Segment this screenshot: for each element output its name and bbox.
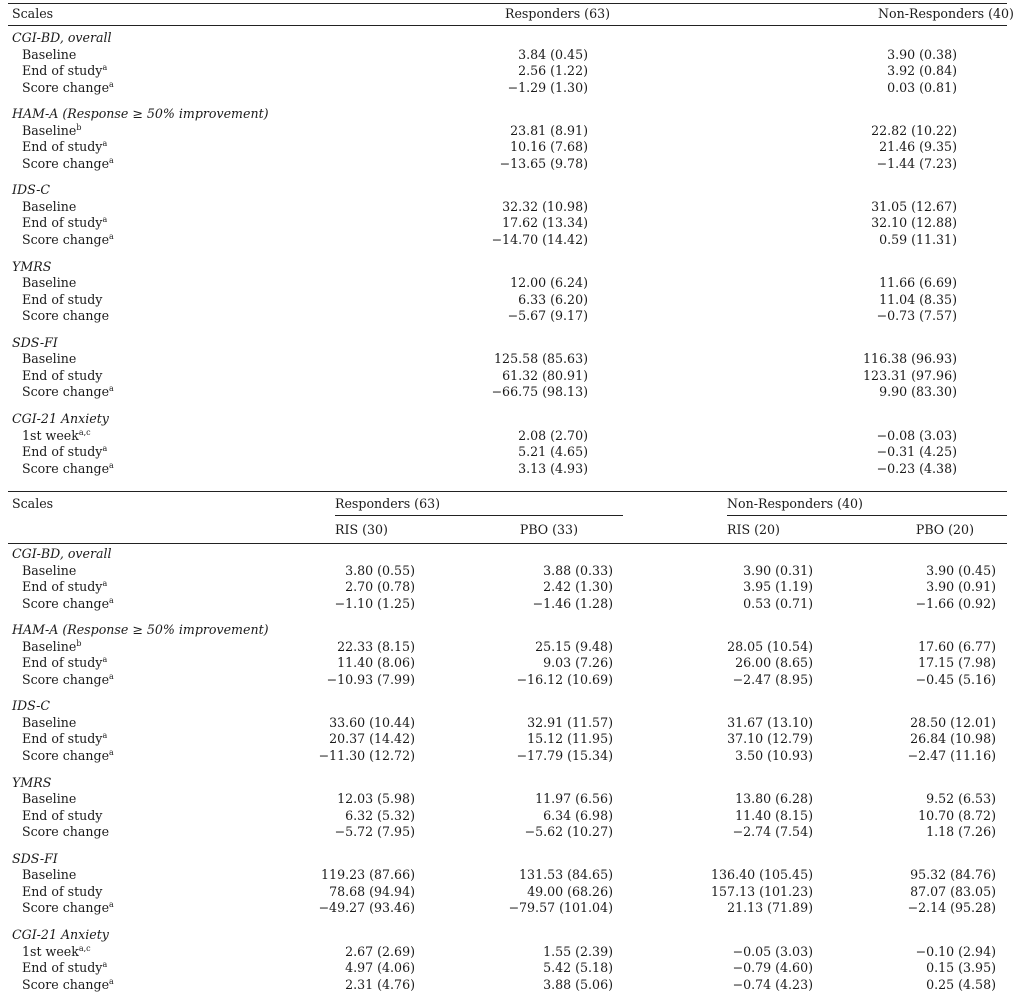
footnote-marker: a [109, 900, 114, 910]
nonresponders-value: −0.73 (7.57) [876, 308, 957, 324]
pbo-nonresponders-value: 0.15 (3.95) [926, 960, 996, 975]
nonresponders-value: −1.44 (7.23) [876, 155, 957, 171]
pbo-responders-value: −17.79 (15.34) [516, 747, 613, 763]
footnote-marker: a [109, 231, 114, 241]
section-title: CGI-BD, overall [12, 30, 112, 45]
row-label [22, 369, 102, 383]
responders-value: 5.21 (4.65) [518, 444, 588, 459]
nonresponders-value: 0.03 (0.81) [887, 79, 957, 95]
row-label [22, 978, 114, 992]
ris-responders-value: 33.60 (10.44) [329, 714, 415, 730]
pbo-responders-value: 5.42 (5.18) [543, 960, 613, 975]
row-label-text: Score change [22, 747, 110, 763]
pbo-responders-value: 11.97 (6.56) [535, 791, 613, 807]
section-title: IDS-C [12, 698, 51, 714]
ris-nonresponders-value: −2.74 (7.54) [732, 824, 813, 840]
pbo-responders-value: 1.55 (2.39) [543, 943, 613, 959]
row-label [22, 293, 102, 307]
nonresponders-value: 116.38 (96.93) [863, 351, 957, 367]
row-label [22, 276, 76, 290]
pbo-responders-value: 6.34 (6.98) [543, 807, 613, 823]
header-scales: Scales [12, 496, 54, 511]
row-label-text: Score change [22, 79, 110, 95]
row-label [22, 462, 114, 476]
pbo-nonresponders-value: 87.07 (83.05) [910, 883, 996, 899]
ris-responders-value: −1.10 (1.25) [334, 595, 415, 611]
row-label [22, 868, 76, 882]
pbo-nonresponders-value: 0.25 (4.58) [926, 976, 996, 992]
pbo-nonresponders-value: −0.10 (2.94) [915, 943, 996, 959]
ris-responders-value: 2.31 (4.76) [345, 976, 415, 992]
nonresponders-value: 123.31 (97.96) [863, 367, 957, 383]
footnote-marker: a [102, 62, 108, 72]
row-label [22, 64, 107, 78]
row-label [22, 673, 114, 687]
responders-value: 3.13 (4.93) [518, 460, 588, 476]
header-responders: Responders (63) [505, 6, 611, 21]
footnote-marker: a [109, 79, 114, 89]
nonresponders-value: −0.31 (4.25) [876, 444, 957, 459]
row-label [22, 429, 91, 443]
pbo-nonresponders-value: 28.50 (12.01) [910, 714, 996, 730]
nonresponders-value: −0.23 (4.38) [876, 460, 957, 476]
ris-nonresponders-value: 136.40 (105.45) [711, 867, 813, 883]
row-label-text: Baseline [22, 46, 77, 62]
header-scales: Scales [12, 6, 54, 21]
row-label-text: Baseline [22, 791, 77, 807]
ris-responders-value: −10.93 (7.99) [326, 671, 415, 687]
row-label-text: Score change [22, 900, 110, 916]
responders-value: −14.70 (14.42) [491, 231, 588, 247]
row-label-text: End of study [22, 655, 103, 671]
row-label [22, 749, 114, 763]
responders-span-rule [335, 515, 623, 516]
pbo-nonresponders-value: 26.84 (10.98) [910, 731, 996, 747]
pbo-nonresponders-value: −0.45 (5.16) [915, 671, 996, 687]
ris-nonresponders-value: 26.00 (8.65) [735, 655, 813, 671]
pbo-nonresponders-value: 17.60 (6.77) [918, 638, 996, 654]
row-label [22, 825, 109, 839]
ris-responders-value: 20.37 (14.42) [329, 731, 415, 747]
row-label-text: End of study [22, 731, 103, 747]
row-label [22, 809, 102, 823]
row-label-text: Baseline [22, 867, 77, 883]
footnote-marker: a [102, 578, 108, 588]
ris-responders-value: 6.32 (5.32) [345, 807, 415, 823]
footnote-marker: a [102, 959, 108, 969]
row-label-text: Score change [22, 671, 110, 687]
responders-value: −66.75 (98.13) [491, 384, 588, 400]
responders-value: 3.84 (0.45) [518, 46, 588, 62]
nonresponders-value: 11.04 (8.35) [879, 291, 957, 307]
responders-value: 2.56 (1.22) [518, 63, 588, 78]
ris-nonresponders-value: −0.74 (4.23) [732, 976, 813, 992]
responders-value: 17.62 (13.34) [502, 215, 588, 231]
ris-nonresponders-value: 37.10 (12.79) [727, 731, 813, 747]
ris-responders-value: −11.30 (12.72) [318, 747, 415, 763]
section-title: CGI-21 Anxiety [12, 411, 109, 426]
header-nonresponders: Non-Responders (40) [727, 496, 863, 511]
ris-responders-value: 2.67 (2.69) [345, 943, 415, 959]
subheader-ris-responders: RIS (30) [335, 522, 388, 537]
section-title: IDS-C [12, 182, 51, 198]
pbo-responders-value: −16.12 (10.69) [516, 671, 613, 687]
row-label [22, 200, 76, 214]
footnote-marker: a [102, 215, 108, 225]
row-label-text: Score change [22, 824, 110, 840]
footnote-marker: b [76, 122, 82, 132]
section-title: CGI-21 Anxiety [12, 927, 109, 942]
pbo-nonresponders-value: 3.90 (0.91) [926, 579, 996, 594]
row-label [22, 309, 109, 323]
subheader-pbo-nonresponders: PBO (20) [915, 522, 974, 537]
nonresponders-value: 3.90 (0.38) [887, 46, 957, 62]
ris-nonresponders-value: −0.79 (4.60) [732, 960, 813, 975]
row-label [22, 901, 114, 915]
subheader-ris-nonresponders: RIS (20) [727, 522, 780, 537]
section-title: HAM-A (Response ≥ 50% improvement) [12, 622, 269, 638]
nonresponders-value: 21.46 (9.35) [879, 139, 957, 155]
ris-responders-value: −5.72 (7.95) [334, 824, 415, 840]
responders-value: 125.58 (85.63) [494, 351, 588, 367]
footnote-marker: a [109, 747, 114, 757]
responders-value: −13.65 (9.78) [499, 155, 588, 171]
row-label [22, 597, 114, 611]
ris-responders-value: 4.97 (4.06) [345, 960, 415, 975]
row-label-text: End of study [22, 367, 103, 383]
ris-nonresponders-value: 13.80 (6.28) [735, 791, 813, 807]
pbo-responders-value: 2.42 (1.30) [543, 579, 613, 594]
row-label [22, 945, 91, 959]
row-label [22, 124, 81, 138]
footnote-marker: a,c [78, 943, 91, 953]
header-rule [8, 25, 1007, 26]
pbo-responders-value: 9.03 (7.26) [543, 655, 613, 671]
row-label-text: End of study [22, 291, 103, 307]
nonresponders-value: 11.66 (6.69) [879, 275, 957, 291]
pbo-responders-value: −79.57 (101.04) [508, 900, 613, 916]
row-label [22, 732, 107, 746]
ris-nonresponders-value: 11.40 (8.15) [735, 807, 813, 823]
ris-responders-value: −49.27 (93.46) [318, 900, 415, 916]
footnote-marker: b [76, 638, 82, 648]
pbo-nonresponders-value: 1.18 (7.26) [926, 824, 996, 840]
pbo-nonresponders-value: 17.15 (7.98) [918, 655, 996, 671]
ris-responders-value: 12.03 (5.98) [337, 791, 415, 807]
row-label [22, 140, 107, 154]
ris-responders-value: 2.70 (0.78) [345, 579, 415, 594]
footnote-marker: a [109, 384, 114, 394]
pbo-responders-value: 3.88 (5.06) [543, 976, 613, 992]
footnote-marker: a [102, 655, 108, 664]
responders-value: 6.33 (6.20) [518, 291, 588, 307]
responders-value: 10.16 (7.68) [510, 139, 588, 155]
pbo-nonresponders-value: −2.47 (11.16) [907, 747, 996, 763]
row-label-text: Score change [22, 231, 110, 247]
row-label-text: Baseline [22, 562, 77, 578]
pbo-responders-value: 131.53 (84.65) [519, 867, 613, 883]
responders-value: 61.32 (80.91) [502, 367, 588, 383]
ris-nonresponders-value: −0.05 (3.03) [732, 943, 813, 959]
ris-nonresponders-value: 3.95 (1.19) [743, 579, 813, 594]
responders-value: 23.81 (8.91) [510, 122, 588, 138]
row-label-text: 1st week [22, 943, 79, 959]
row-label [22, 81, 114, 95]
row-label-text: Score change [22, 384, 110, 400]
ris-responders-value: 11.40 (8.06) [337, 655, 415, 671]
nonresponders-value: −0.08 (3.03) [876, 427, 957, 443]
pbo-nonresponders-value: −1.66 (0.92) [915, 595, 996, 611]
divider-rule [8, 491, 1007, 492]
top-rule [8, 3, 1007, 4]
row-label-text: End of study [22, 63, 103, 78]
row-label-text: Baseline [22, 351, 77, 367]
row-label [22, 792, 76, 806]
nonresponders-value: 0.59 (11.31) [879, 231, 957, 247]
row-label [22, 385, 114, 399]
ris-nonresponders-value: 3.50 (10.93) [735, 747, 813, 763]
section-title: CGI-BD, overall [12, 546, 112, 561]
pbo-responders-value: 15.12 (11.95) [527, 731, 613, 747]
row-label [22, 580, 107, 594]
subheader-pbo-responders: PBO (33) [519, 522, 578, 537]
row-label-text: Score change [22, 155, 110, 171]
pbo-nonresponders-value: 9.52 (6.53) [926, 791, 996, 807]
row-label [22, 716, 76, 730]
section-title: HAM-A (Response ≥ 50% improvement) [12, 106, 269, 122]
nonresponders-value: 3.92 (0.84) [887, 63, 957, 78]
row-label-text: Score change [22, 460, 110, 476]
row-label-text: End of study [22, 807, 103, 823]
row-label-text: Baseline [22, 275, 77, 291]
pbo-responders-value: −1.46 (1.28) [532, 595, 613, 611]
row-label-text: 1st week [22, 427, 79, 443]
footnote-marker: a [109, 595, 114, 605]
footnote-marker: a,c [78, 427, 91, 437]
row-label-text: End of study [22, 444, 103, 459]
nonresponders-value: 31.05 (12.67) [871, 198, 957, 214]
pbo-responders-value: 3.88 (0.33) [543, 562, 613, 578]
row-label [22, 157, 114, 171]
responders-value: −1.29 (1.30) [507, 79, 588, 95]
row-label-text: Baseline [22, 122, 77, 138]
footnote-marker: a [109, 671, 114, 681]
row-label [22, 885, 102, 899]
pbo-nonresponders-value: −2.14 (95.28) [907, 900, 996, 916]
responders-value: 32.32 (10.98) [502, 198, 588, 214]
row-label [22, 233, 114, 247]
pbo-nonresponders-value: 95.32 (84.76) [910, 867, 996, 883]
row-label-text: Score change [22, 976, 110, 992]
row-label-text: End of study [22, 883, 103, 899]
row-label-text: Baseline [22, 714, 77, 730]
row-label-text: Baseline [22, 638, 77, 654]
ris-nonresponders-value: 0.53 (0.71) [743, 595, 813, 611]
row-label [22, 961, 107, 975]
footnote-marker: a [102, 139, 108, 148]
ris-nonresponders-value: 28.05 (10.54) [727, 638, 813, 654]
ris-nonresponders-value: 3.90 (0.31) [743, 562, 813, 578]
section-title: YMRS [12, 774, 52, 790]
footnote-marker: a [109, 976, 114, 986]
header-responders: Responders (63) [335, 496, 441, 511]
pbo-nonresponders-value: 3.90 (0.45) [926, 562, 996, 578]
row-label [22, 48, 76, 62]
row-label [22, 352, 76, 366]
row-label-text: Baseline [22, 198, 77, 214]
pbo-responders-value: 49.00 (68.26) [527, 883, 613, 899]
ris-responders-value: 3.80 (0.55) [345, 562, 415, 578]
row-label-text: End of study [22, 215, 103, 231]
pbo-responders-value: 25.15 (9.48) [535, 638, 613, 654]
ris-responders-value: 119.23 (87.66) [321, 867, 415, 883]
ris-responders-value: 78.68 (94.94) [329, 883, 415, 899]
row-label [22, 216, 107, 230]
row-label [22, 564, 76, 578]
ris-nonresponders-value: 31.67 (13.10) [727, 714, 813, 730]
ris-responders-value: 22.33 (8.15) [337, 638, 415, 654]
section-title: YMRS [12, 258, 52, 274]
footnote-marker: a [109, 155, 114, 165]
row-label-text: End of study [22, 579, 103, 594]
nonresponders-value: 32.10 (12.88) [871, 215, 957, 231]
footnote-marker: a [102, 443, 108, 453]
pbo-responders-value: −5.62 (10.27) [524, 824, 613, 840]
section-title: SDS-FI [12, 334, 58, 350]
nonresponders-value: 22.82 (10.22) [871, 122, 957, 138]
row-label [22, 640, 81, 654]
header-nonresponders: Non-Responders (40) [878, 6, 1014, 21]
nonresponders-span-rule [727, 515, 1007, 516]
pbo-nonresponders-value: 10.70 (8.72) [918, 807, 996, 823]
footnote-marker: a [102, 731, 108, 741]
row-label [22, 445, 107, 459]
row-label-text: Score change [22, 308, 110, 324]
row-label-text: End of study [22, 960, 103, 975]
responders-value: 12.00 (6.24) [510, 275, 588, 291]
ris-nonresponders-value: 157.13 (101.23) [711, 883, 813, 899]
section-title: SDS-FI [12, 850, 58, 866]
footnote-marker: a [109, 460, 114, 470]
pbo-responders-value: 32.91 (11.57) [527, 714, 613, 730]
nonresponders-value: 9.90 (83.30) [879, 384, 957, 400]
header-rule [8, 543, 1007, 544]
row-label-text: End of study [22, 139, 103, 155]
ris-nonresponders-value: −2.47 (8.95) [732, 671, 813, 687]
responders-value: 2.08 (2.70) [518, 427, 588, 443]
responders-value: −5.67 (9.17) [507, 308, 588, 324]
row-label-text: Score change [22, 595, 110, 611]
ris-nonresponders-value: 21.13 (71.89) [727, 900, 813, 916]
row-label [22, 656, 107, 670]
